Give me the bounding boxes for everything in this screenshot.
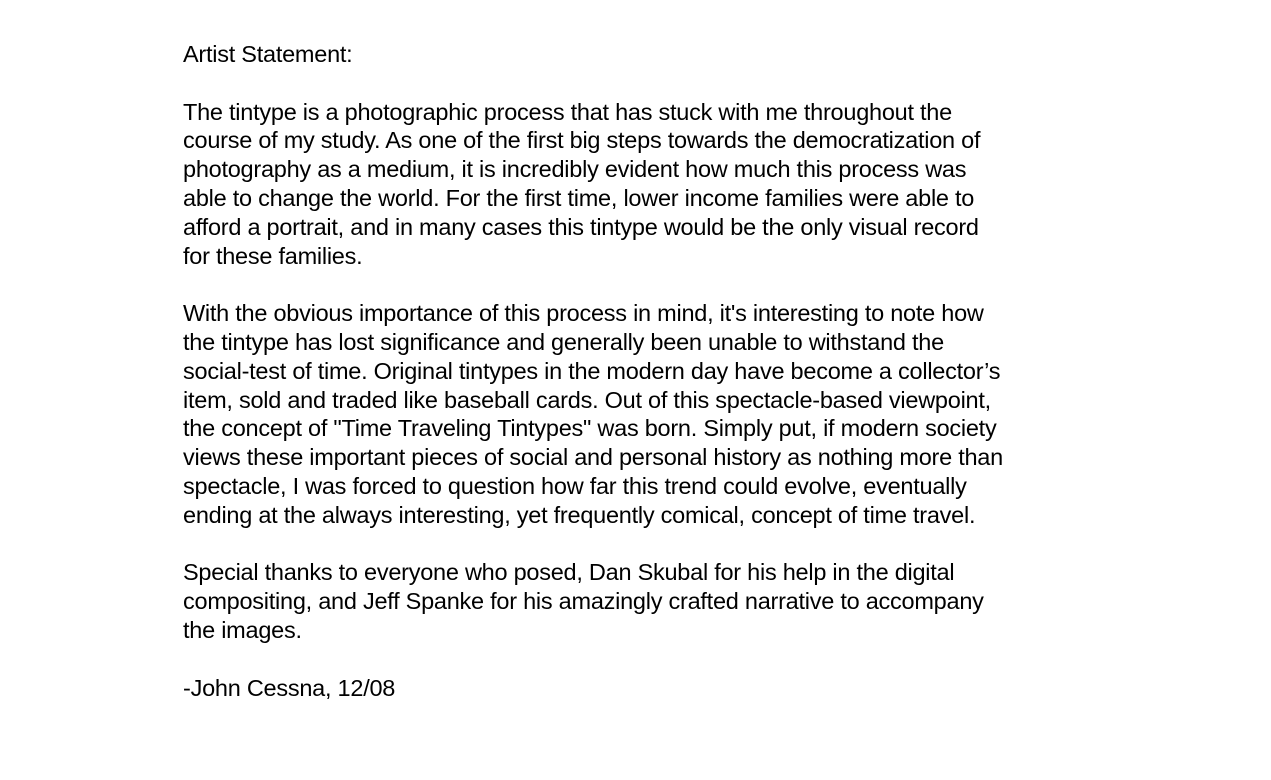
text-line: the concept of "Time Traveling Tintypes" was born. Simply put, if modern society bbox=[183, 415, 997, 442]
text-line: the images. bbox=[183, 616, 302, 643]
text-line: photography as a medium, it is incredibly evident how much this process was bbox=[183, 156, 967, 183]
text-line: spectacle, I was forced to question how far this trend could evolve, eventually bbox=[183, 472, 967, 499]
text-line: course of my study. As one of the first big steps towards the democratization of bbox=[183, 127, 981, 154]
text-line: social-test of time. Original tintypes in the modern day have become a collector’s bbox=[183, 357, 1001, 384]
paragraph-tintype-history bbox=[183, 98, 1183, 271]
text-line: Special thanks to everyone who posed, Dan Skubal for his help in the digital bbox=[183, 559, 955, 586]
text-line: With the obvious importance of this process in mind, it's interesting to note how bbox=[183, 300, 984, 327]
text-line: afford a portrait, and in many cases this tintype would be the only visual record bbox=[183, 213, 979, 240]
heading-text: Artist Statement: bbox=[183, 41, 353, 67]
text-line: able to change the world. For the first time, lower income families were able to bbox=[183, 184, 975, 211]
text-line: ending at the always interesting, yet frequently comical, concept of time travel. bbox=[183, 501, 976, 528]
paragraph-time-traveling-tintypes bbox=[183, 299, 1183, 529]
text-line: The tintype is a photographic process that has stuck with me throughout the bbox=[183, 98, 952, 125]
statement-heading bbox=[183, 40, 1183, 69]
text-line: item, sold and traded like baseball cards. Out of this spectacle-based viewpoint, bbox=[183, 386, 991, 413]
text-line: views these important pieces of social and personal history as nothing more than bbox=[183, 444, 1003, 471]
artist-statement-document bbox=[183, 40, 1183, 731]
text-line: for these families. bbox=[183, 242, 363, 269]
paragraph-acknowledgements bbox=[183, 558, 1183, 644]
signature-text: -John Cessna, 12/08 bbox=[183, 674, 396, 701]
text-line: compositing, and Jeff Spanke for his amazingly crafted narrative to accompany bbox=[183, 588, 984, 615]
text-line: the tintype has lost significance and generally been unable to withstand the bbox=[183, 328, 944, 355]
signature bbox=[183, 674, 1183, 703]
